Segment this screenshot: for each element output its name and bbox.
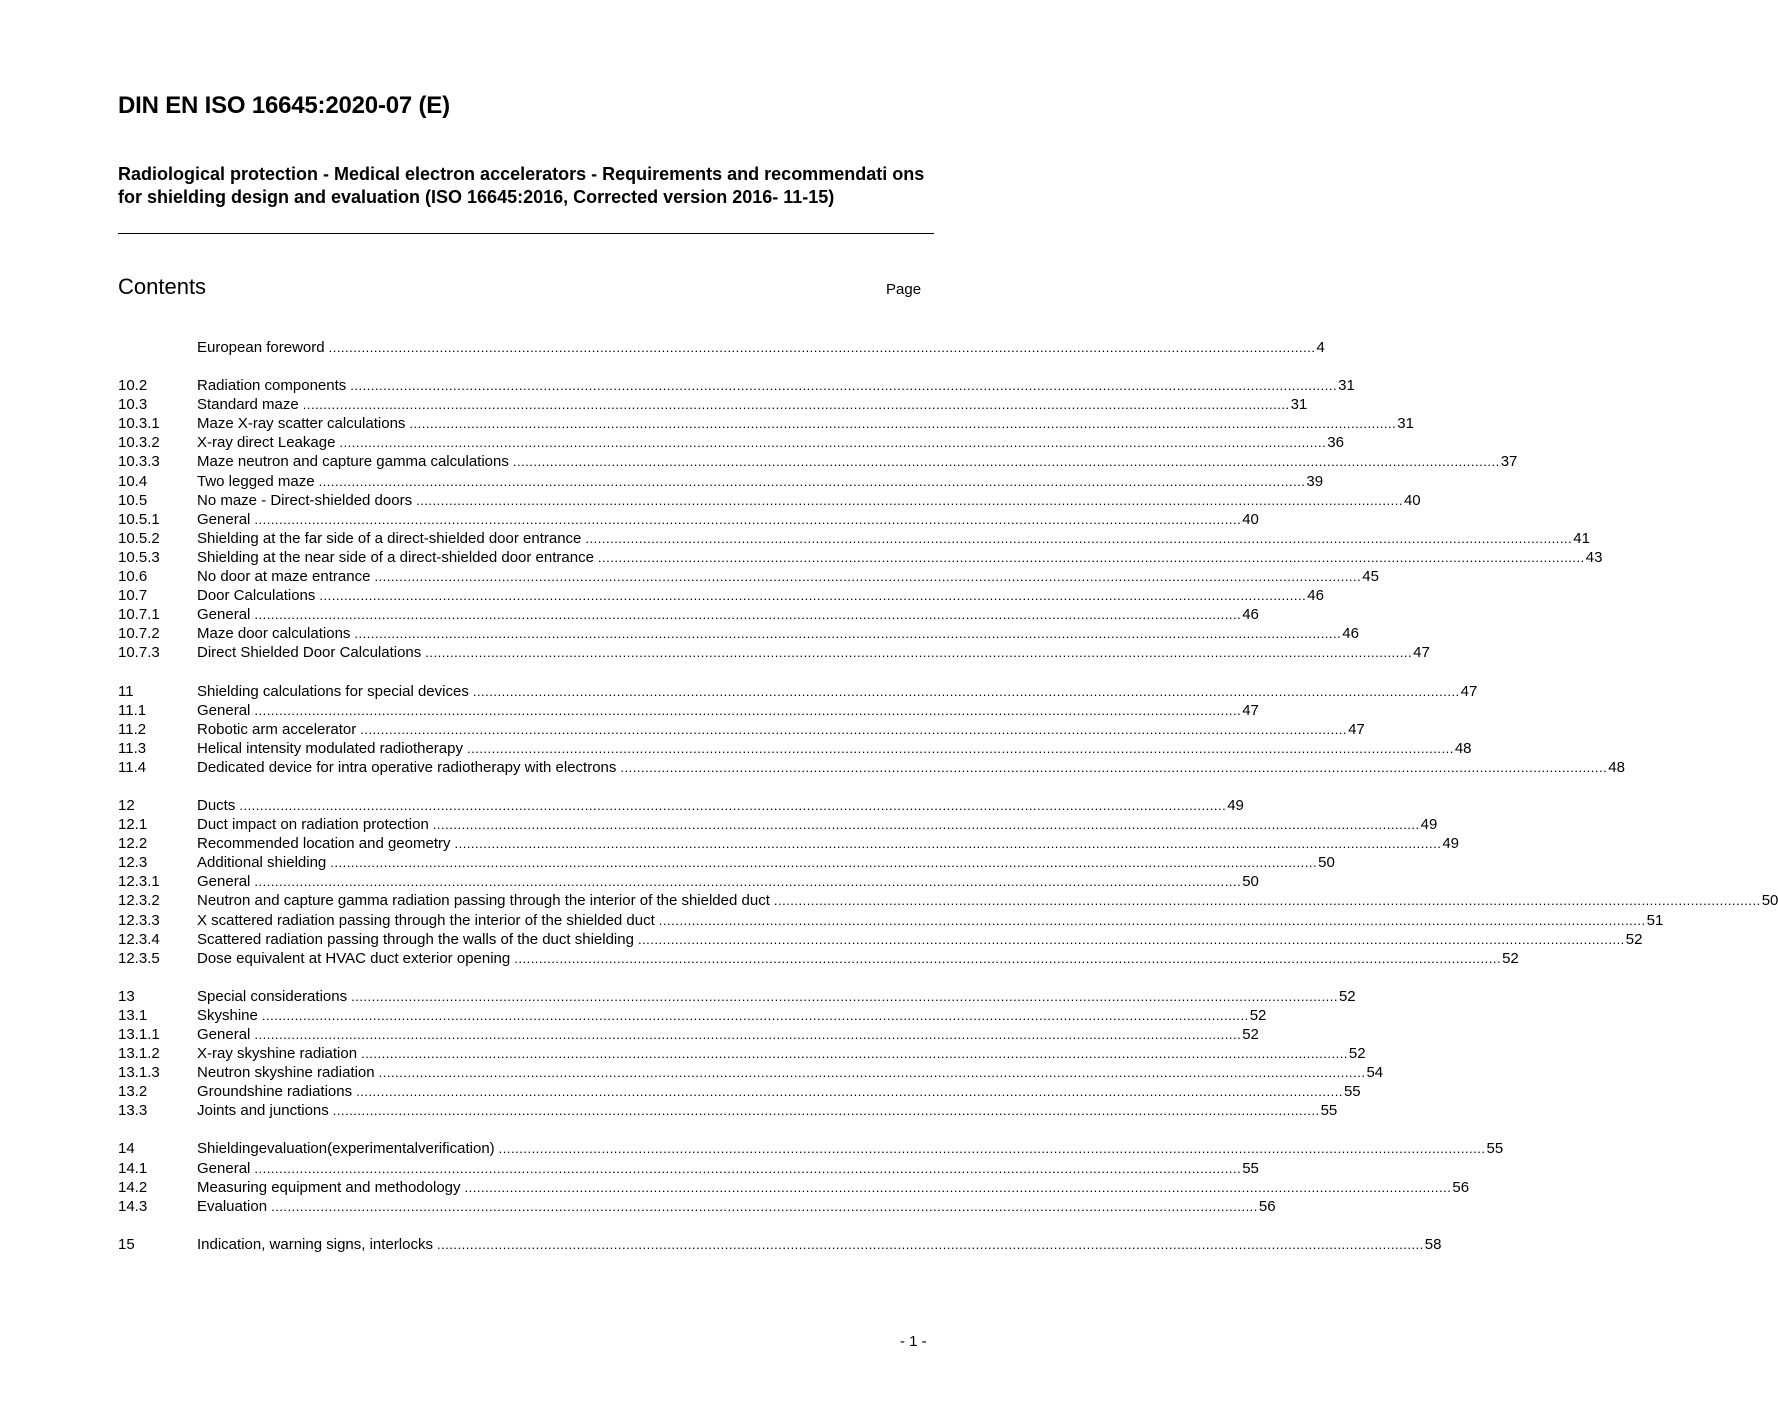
toc-entry-page: 52 bbox=[1338, 987, 1356, 1005]
toc-entry-title: Measuring equipment and methodology bbox=[197, 1178, 461, 1196]
page-column-label: Page bbox=[886, 281, 922, 298]
toc-entry[interactable] bbox=[118, 395, 1308, 414]
toc-entry-number: 11.3 bbox=[118, 739, 147, 757]
toc-dot-leader bbox=[271, 1197, 1258, 1216]
toc-dot-leader bbox=[333, 1101, 1320, 1120]
toc-entry-page: 45 bbox=[1362, 568, 1379, 586]
toc-entry-page: 52 bbox=[1348, 1045, 1366, 1063]
toc-dot-leader bbox=[254, 1025, 1241, 1044]
toc-entry-number: 14.2 bbox=[118, 1178, 148, 1196]
toc-entry-title: General bbox=[197, 1159, 251, 1177]
toc-entry[interactable] bbox=[118, 1235, 1442, 1254]
toc-entry-title: Maze door calculations bbox=[197, 625, 351, 643]
toc-entry[interactable] bbox=[118, 548, 1603, 567]
toc-entry-number: 13.2 bbox=[118, 1083, 148, 1101]
toc-entry-number: 12.3.1 bbox=[118, 873, 160, 891]
toc-entry-number: 10.7.3 bbox=[118, 644, 160, 662]
toc-entry[interactable] bbox=[118, 1159, 1259, 1178]
toc-entry-title: General bbox=[197, 606, 251, 624]
toc-entry-page: 56 bbox=[1258, 1197, 1276, 1215]
toc-entry-title: Dedicated device for intra operative radiotherapy with electrons bbox=[197, 758, 617, 776]
toc-entry-title: Duct impact on radiation protection bbox=[197, 816, 429, 834]
toc-entry-number: 13.1.2 bbox=[118, 1045, 160, 1063]
toc-entry-page: 51 bbox=[1646, 911, 1664, 929]
toc-entry-number: 11 bbox=[118, 682, 134, 700]
toc-dot-leader bbox=[354, 624, 1341, 643]
toc-entry-page: 48 bbox=[1608, 758, 1625, 776]
toc-entry[interactable] bbox=[118, 567, 1379, 586]
toc-entry[interactable] bbox=[118, 758, 1625, 777]
toc-entry-number: 11.2 bbox=[118, 720, 147, 738]
toc-entry[interactable] bbox=[118, 586, 1324, 605]
toc-entry-page: 31 bbox=[1338, 377, 1355, 395]
toc-entry-page: 41 bbox=[1573, 529, 1590, 547]
toc-entry-title: General bbox=[197, 701, 251, 719]
toc-entry-number: 10.4 bbox=[118, 472, 148, 490]
toc-entry-page: 46 bbox=[1342, 625, 1359, 643]
toc-entry-title: General bbox=[197, 1026, 251, 1043]
toc-entry-number: 11.1 bbox=[118, 701, 147, 719]
toc-entry-number: 12.2 bbox=[118, 835, 148, 853]
toc-entry-number: 10.3.3 bbox=[118, 453, 160, 471]
toc-entry-title: European foreword bbox=[197, 339, 325, 356]
toc-entry-title: Helical intensity modulated radiotherapy bbox=[197, 739, 463, 757]
toc-dot-leader bbox=[254, 510, 1241, 529]
toc-entry[interactable] bbox=[118, 1082, 1361, 1101]
toc-entry-page: 55 bbox=[1486, 1140, 1504, 1158]
toc-entry-title: Additional shielding bbox=[197, 854, 327, 872]
toc-entry[interactable] bbox=[118, 376, 1355, 395]
toc-dot-leader bbox=[360, 720, 1347, 739]
toc-entry[interactable] bbox=[118, 720, 1365, 739]
toc-entry[interactable] bbox=[118, 1025, 1259, 1044]
toc-entry-page: 52 bbox=[1502, 949, 1519, 967]
toc-entry[interactable] bbox=[118, 949, 1519, 968]
toc-entry-number: 10.5 bbox=[118, 491, 148, 509]
toc-entry-number: 13 bbox=[118, 987, 135, 1005]
toc-dot-leader bbox=[514, 949, 1501, 968]
toc-entry-title: Shielding at the far side of a direct-shielded door entrance bbox=[197, 529, 582, 547]
toc-dot-leader bbox=[254, 872, 1241, 891]
page-number: - 1 - bbox=[900, 1333, 927, 1350]
toc-entry-page: 55 bbox=[1320, 1102, 1338, 1120]
toc-entry-title: Joints and junctions bbox=[197, 1102, 329, 1120]
toc-dot-leader bbox=[374, 567, 1361, 586]
toc-entry-title: X scattered radiation passing through the interior of the shielded duct bbox=[197, 911, 655, 929]
toc-entry-number: 11.4 bbox=[118, 758, 147, 776]
toc-entry[interactable] bbox=[118, 891, 1778, 910]
toc-dot-leader bbox=[513, 452, 1500, 471]
toc-dot-leader bbox=[433, 815, 1420, 834]
toc-entry-page: 50 bbox=[1318, 854, 1335, 872]
toc-entry-number: 14.1 bbox=[118, 1159, 148, 1177]
toc-dot-leader bbox=[416, 491, 1403, 510]
toc-dot-leader bbox=[659, 911, 1646, 930]
toc-entry-page: 39 bbox=[1306, 472, 1324, 490]
toc-dot-leader bbox=[437, 1235, 1424, 1254]
toc-dot-leader bbox=[638, 930, 1625, 949]
toc-entry[interactable] bbox=[118, 834, 1460, 853]
toc-dot-leader bbox=[774, 891, 1761, 910]
toc-dot-leader bbox=[585, 529, 1572, 548]
toc-entry-title: Neutron and capture gamma radiation passing through the interior of the shielded duct bbox=[197, 892, 770, 910]
toc-entry-page: 31 bbox=[1290, 396, 1308, 414]
toc-entry-number: 12.3 bbox=[118, 854, 148, 872]
toc-entry-title: Groundshine radiations bbox=[197, 1083, 353, 1101]
toc-entry-page: 46 bbox=[1242, 606, 1259, 624]
toc-entry-number: 12.1 bbox=[118, 816, 148, 834]
toc-entry-title: Robotic arm accelerator bbox=[197, 720, 357, 738]
toc-dot-leader bbox=[262, 1006, 1249, 1025]
toc-entry-title: No maze - Direct-shielded doors bbox=[197, 491, 413, 509]
toc-entry-title: X-ray skyshine radiation bbox=[197, 1045, 358, 1063]
toc-entry-number: 13.1.1 bbox=[118, 1026, 160, 1043]
toc-dot-leader bbox=[598, 548, 1585, 567]
toc-entry[interactable] bbox=[118, 682, 1478, 701]
toc-entry-title: General bbox=[197, 510, 251, 528]
toc-entry-title: Indication, warning signs, interlocks bbox=[197, 1235, 433, 1253]
toc-dot-leader bbox=[330, 853, 1317, 872]
toc-dot-leader bbox=[350, 376, 1337, 395]
toc-entry-title: Shielding at the near side of a direct-shielded door entrance bbox=[197, 548, 594, 566]
toc-dot-leader bbox=[425, 643, 1412, 662]
toc-entry-number: 14 bbox=[118, 1140, 135, 1158]
toc-entry-number: 13.1 bbox=[118, 1006, 148, 1024]
toc-entry[interactable] bbox=[118, 701, 1259, 720]
toc-entry[interactable] bbox=[118, 853, 1335, 872]
toc-entry[interactable] bbox=[118, 338, 1325, 357]
toc-entry[interactable] bbox=[118, 739, 1472, 758]
toc-dot-leader bbox=[467, 739, 1454, 758]
toc-entry-page: 56 bbox=[1452, 1178, 1470, 1196]
toc-entry-number: 12.3.3 bbox=[118, 911, 160, 929]
toc-entry-page: 49 bbox=[1442, 835, 1460, 853]
toc-entry-title: Special considerations bbox=[197, 987, 348, 1005]
toc-entry-title: Recommended location and geometry bbox=[197, 835, 451, 853]
toc-entry-title: Shielding calculations for special devices bbox=[197, 682, 469, 700]
toc-entry-number: 14.3 bbox=[118, 1197, 148, 1215]
toc-entry-page: 52 bbox=[1625, 930, 1643, 948]
toc-entry-number: 10.5.3 bbox=[118, 548, 160, 566]
toc-entry-number: 12.3.2 bbox=[118, 892, 160, 910]
toc-entry[interactable] bbox=[118, 911, 1664, 930]
toc-entry-page: 47 bbox=[1413, 644, 1430, 662]
toc-entry-page: 40 bbox=[1403, 491, 1421, 509]
toc-entry[interactable] bbox=[118, 529, 1590, 548]
toc-dot-leader bbox=[620, 758, 1607, 777]
toc-entry[interactable] bbox=[118, 605, 1259, 624]
toc-dot-leader bbox=[303, 395, 1290, 414]
toc-entry[interactable] bbox=[118, 643, 1430, 662]
toc-entry[interactable] bbox=[118, 472, 1324, 491]
toc-entry[interactable] bbox=[118, 452, 1518, 471]
toc-dot-leader bbox=[329, 338, 1316, 357]
toc-entry-number: 13.1.3 bbox=[118, 1064, 160, 1082]
toc-entry-page: 55 bbox=[1242, 1159, 1259, 1177]
toc-dot-leader bbox=[254, 1159, 1241, 1178]
toc-dot-leader bbox=[499, 1139, 1486, 1158]
toc-entry[interactable] bbox=[118, 433, 1344, 452]
toc-entry-page: 46 bbox=[1307, 587, 1324, 605]
toc-entry[interactable] bbox=[118, 987, 1356, 1006]
toc-entry-page: 54 bbox=[1366, 1064, 1384, 1082]
toc-entry-number: 10.2 bbox=[118, 377, 148, 395]
toc-entry[interactable] bbox=[118, 796, 1244, 815]
toc-entry[interactable] bbox=[118, 1063, 1384, 1082]
toc-entry-page: 43 bbox=[1585, 548, 1603, 566]
toc-dot-leader bbox=[454, 834, 1441, 853]
toc-entry[interactable] bbox=[118, 1101, 1338, 1120]
toc-entry-title: Maze neutron and capture gamma calculations bbox=[197, 453, 509, 471]
toc-dot-leader bbox=[254, 605, 1241, 624]
toc-entry-number: 10.3.1 bbox=[118, 415, 160, 433]
toc-entry-page: 50 bbox=[1761, 892, 1778, 910]
toc-entry-title: Skyshine bbox=[197, 1006, 258, 1024]
toc-entry-title: Radiation components bbox=[197, 377, 347, 395]
document-title: DIN EN ISO 16645:2020-07 (E) bbox=[118, 92, 450, 119]
toc-entry[interactable] bbox=[118, 624, 1359, 643]
toc-entry-title: Two legged maze bbox=[197, 472, 315, 490]
toc-dot-leader bbox=[379, 1063, 1366, 1082]
toc-dot-leader bbox=[254, 701, 1241, 720]
toc-entry-page: 48 bbox=[1454, 739, 1472, 757]
toc-entry-page: 37 bbox=[1500, 453, 1518, 471]
toc-entry-title: Shieldingevaluation(experimentalverification) bbox=[197, 1140, 495, 1158]
toc-entry[interactable] bbox=[118, 1139, 1504, 1158]
contents-heading: Contents bbox=[118, 274, 207, 299]
toc-entry-page: 47 bbox=[1348, 720, 1365, 738]
toc-entry[interactable] bbox=[118, 930, 1643, 949]
toc-entry-title: Ducts bbox=[197, 796, 236, 814]
toc-entry-title: Dose equivalent at HVAC duct exterior opening bbox=[197, 949, 511, 967]
toc-entry-page: 58 bbox=[1424, 1235, 1442, 1253]
toc-entry-page: 36 bbox=[1327, 434, 1344, 452]
toc-dot-leader bbox=[465, 1178, 1452, 1197]
toc-entry-page: 47 bbox=[1242, 701, 1259, 719]
toc-entry-page: 47 bbox=[1460, 682, 1478, 700]
toc-entry-title: Evaluation bbox=[197, 1197, 268, 1215]
toc-entry-number: 10.5.2 bbox=[118, 529, 160, 547]
toc-dot-leader bbox=[319, 586, 1306, 605]
toc-dot-leader bbox=[473, 682, 1460, 701]
title-divider bbox=[118, 233, 934, 234]
toc-entry-page: 52 bbox=[1249, 1006, 1267, 1024]
toc-entry-number: 10.7.2 bbox=[118, 625, 160, 643]
toc-entry-number: 12.3.4 bbox=[118, 930, 160, 948]
toc-entry-page: 55 bbox=[1343, 1083, 1361, 1101]
toc-entry-number: 10.3 bbox=[118, 396, 148, 414]
toc-entry[interactable] bbox=[118, 510, 1259, 529]
toc-entry-page: 49 bbox=[1420, 816, 1438, 834]
toc-entry-page: 31 bbox=[1397, 415, 1414, 433]
toc-dot-leader bbox=[361, 1044, 1348, 1063]
toc-entry[interactable] bbox=[118, 1197, 1276, 1216]
toc-entry-number: 10.6 bbox=[118, 568, 148, 586]
toc-entry-title: Neutron skyshine radiation bbox=[197, 1064, 375, 1082]
toc-entry-number: 10.7.1 bbox=[118, 606, 160, 624]
toc-entry-number: 12 bbox=[118, 796, 135, 814]
toc-dot-leader bbox=[356, 1082, 1343, 1101]
toc-dot-leader bbox=[319, 472, 1306, 491]
toc-entry-title: Door Calculations bbox=[197, 587, 316, 605]
toc-entry[interactable] bbox=[118, 1044, 1366, 1063]
toc-entry-title: Direct Shielded Door Calculations bbox=[197, 644, 422, 662]
toc-entry-title: Standard maze bbox=[197, 396, 299, 414]
toc-entry-number: 15 bbox=[118, 1235, 135, 1253]
toc-entry[interactable] bbox=[118, 1006, 1267, 1025]
toc-dot-leader bbox=[409, 414, 1396, 433]
toc-entry[interactable] bbox=[118, 1178, 1470, 1197]
toc-entry-page: 49 bbox=[1227, 796, 1244, 814]
toc-entry-number: 10.5.1 bbox=[118, 510, 160, 528]
toc-entry-number: 10.7 bbox=[118, 587, 148, 605]
toc-entry-number: 10.3.2 bbox=[118, 434, 160, 452]
toc-entry-title: Maze X-ray scatter calculations bbox=[197, 415, 406, 433]
toc-dot-leader bbox=[351, 987, 1338, 1006]
toc-entry-number: 12.3.5 bbox=[118, 949, 160, 967]
toc-entry[interactable] bbox=[118, 815, 1438, 834]
table-of-contents bbox=[118, 338, 1778, 1254]
toc-entry-page: 40 bbox=[1242, 510, 1259, 528]
toc-dot-leader bbox=[239, 796, 1226, 815]
toc-entry[interactable] bbox=[118, 872, 1259, 891]
toc-entry-title: No door at maze entrance bbox=[197, 568, 371, 586]
toc-dot-leader bbox=[339, 433, 1326, 452]
toc-entry-title: Scattered radiation passing through the walls of the duct shielding bbox=[197, 930, 634, 948]
document-subtitle: Radiological protection - Medical electron accelerators - Requirements and recommendati ons for shielding design and evaluation (ISO 16645:2016, Corrected version 2016- 11-15) bbox=[118, 164, 925, 207]
toc-entry-title: General bbox=[197, 873, 251, 891]
toc-entry-page: 52 bbox=[1242, 1026, 1259, 1043]
toc-entry-page: 4 bbox=[1316, 339, 1325, 356]
toc-entry[interactable] bbox=[118, 491, 1421, 510]
toc-entry-number: 13.3 bbox=[118, 1102, 148, 1120]
toc-entry[interactable] bbox=[118, 414, 1414, 433]
toc-entry-page: 50 bbox=[1242, 873, 1259, 891]
toc-entry-title: X-ray direct Leakage bbox=[197, 434, 336, 452]
